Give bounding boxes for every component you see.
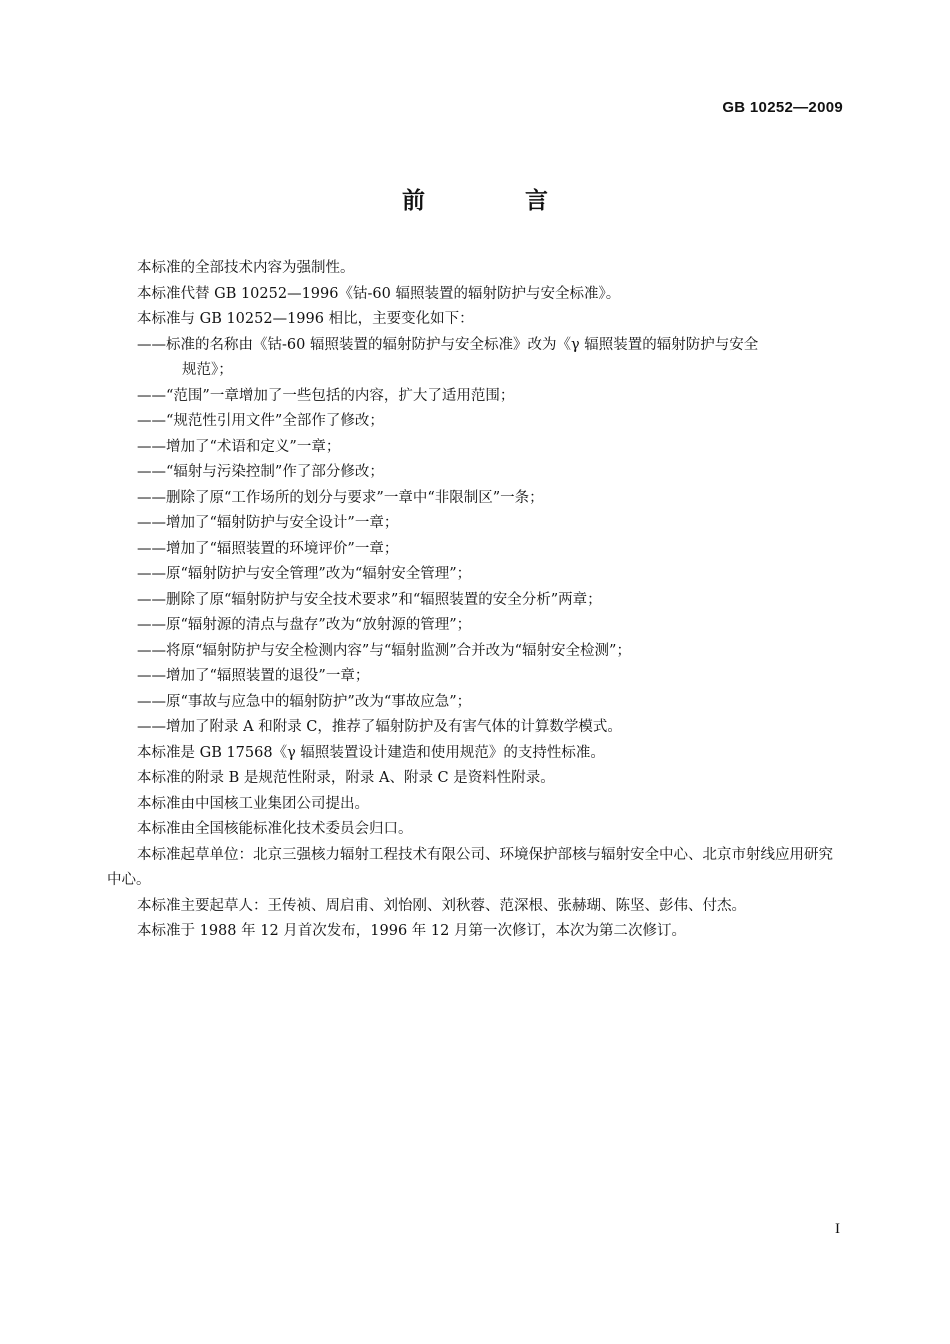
paragraph-appendices: 本标准的附录 B 是规范性附录，附录 A、附录 C 是资料性附录。 xyxy=(137,770,555,786)
change-item-text: ——标准的名称由《钴-60 辐照装置的辐射防护与安全标准》改为《γ 辐照装置的辐射防护与安全 xyxy=(137,336,759,353)
change-item: ——增加了“辐射防护与安全设计”一章； xyxy=(137,515,399,531)
change-item: ——增加了“辐照装置的环境评价”一章； xyxy=(137,540,399,557)
paragraph-support-standard: 本标准是 GB 17568《γ 辐照装置设计建造和使用规范》的支持性标准。 xyxy=(137,744,605,761)
paragraph-drafters: 本标准主要起草人：王传祯、周启甫、刘怡刚、刘秋蓉、范深根、张赫瑚、陈坚、彭伟、付杰。 xyxy=(137,897,746,914)
page-title: 前 言 xyxy=(401,188,594,214)
changes-list xyxy=(107,333,845,741)
paragraph-administered-by: 本标准由全国核能标准化技术委员会归口。 xyxy=(137,821,413,837)
change-item: ——删除了原“工作场所的划分与要求”一章中“非限制区”一条； xyxy=(137,489,544,506)
foreword-body xyxy=(107,256,845,945)
page-number: I xyxy=(835,1221,840,1237)
change-item xyxy=(107,333,845,384)
change-item: ——原“辐射防护与安全管理”改为“辐射安全管理”； xyxy=(137,566,472,582)
paragraph-mandatory: 本标准的全部技术内容为强制性。 xyxy=(137,260,355,276)
change-item: ——删除了原“辐射防护与安全技术要求”和“辐照装置的安全分析”两章； xyxy=(137,591,602,608)
change-item: ——增加了“术语和定义”一章； xyxy=(137,438,341,455)
change-item: ——原“事故与应急中的辐射防护”改为“事故应急”； xyxy=(137,693,472,710)
paragraph-drafting-units: 本标准起草单位：北京三强核力辐射工程技术有限公司、环境保护部核与辐射安全中心、北京市射线应用研究中心。 xyxy=(107,846,833,888)
paragraph-proposed-by: 本标准由中国核工业集团公司提出。 xyxy=(137,795,369,812)
change-item: ——增加了附录 A 和附录 C，推荐了辐射防护及有害气体的计算数学模式。 xyxy=(137,719,622,735)
paragraph-replaces: 本标准代替 GB 10252—1996《钴-60 辐照装置的辐射防护与安全标准》。 xyxy=(137,285,621,302)
change-item: ——将原“辐射防护与安全检测内容”与“辐射监测”合并改为“辐射安全检测”； xyxy=(137,642,631,659)
standard-code: GB 10252—2009 xyxy=(722,99,843,116)
paragraph-history: 本标准于 1988 年 12 月首次发布，1996 年 12 月第一次修订，本次为第二次修订。 xyxy=(137,923,686,939)
change-item: ——“辐射与污染控制”作了部分修改； xyxy=(137,464,384,480)
change-item-continuation: 规范》； xyxy=(182,362,233,378)
change-item: ——增加了“辐照装置的退役”一章； xyxy=(137,668,370,684)
paragraph-changes-intro: 本标准与 GB 10252—1996 相比，主要变化如下： xyxy=(137,311,474,327)
change-item: ——“范围”一章增加了一些包括的内容，扩大了适用范围； xyxy=(137,387,515,404)
change-item: ——原“辐射源的清点与盘存”改为“放射源的管理”； xyxy=(137,617,472,633)
change-item: ——“规范性引用文件”全部作了修改； xyxy=(137,413,384,429)
